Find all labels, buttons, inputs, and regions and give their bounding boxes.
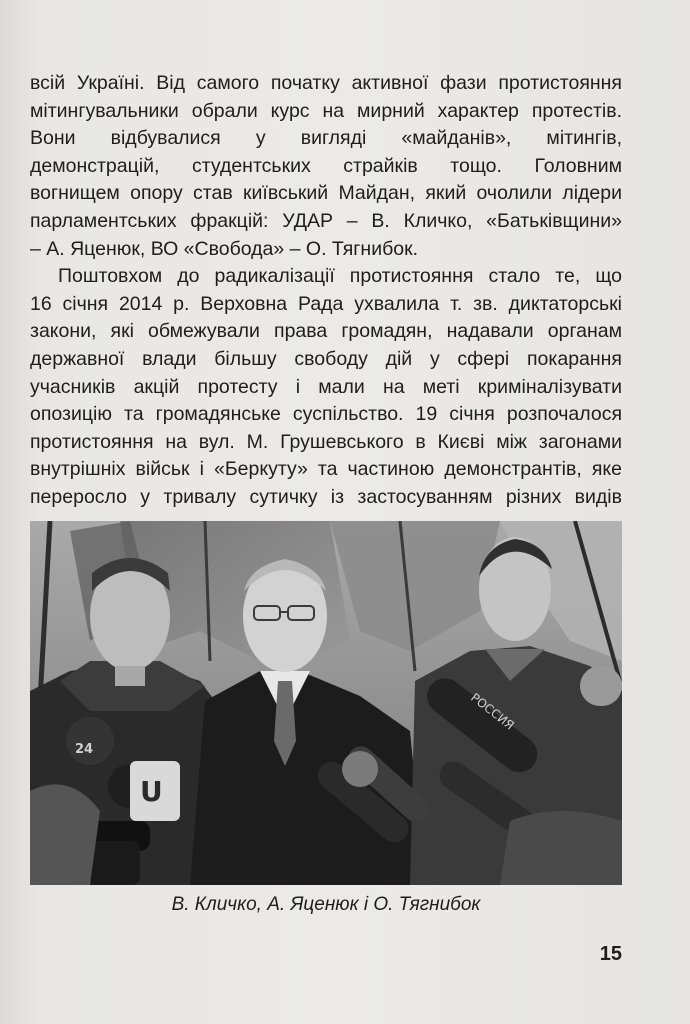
press-conference-photo [30, 521, 622, 885]
mic-label: 24 [75, 742, 94, 757]
text-line: вогнищем опору став київський Майдан, який очолили лідери [30, 182, 622, 205]
text-line: Поштовхом до радикалізації протистояння стало те, що [58, 265, 622, 288]
text-line: 16 січня 2014 р. Верховна Рада ухвалила т. зв. диктаторські [30, 292, 622, 315]
mic-label: U [140, 775, 163, 808]
text-line: протистояння на вул. М. Грушевського в Києві між загонами [30, 430, 622, 453]
photo-caption: В. Кличко, А. Яценюк і О. Тягнибок [171, 894, 481, 915]
text-line: опозицію та громадянське суспільство. 19 січня розпочалося [30, 403, 622, 426]
paragraph-1 [30, 70, 622, 263]
text-line: внутрішніх військ і «Беркуту» та частиною демонстрантів, яке [30, 458, 622, 481]
text-line: переросло у тривалу сутичку із застосуванням різних видів [30, 485, 622, 508]
text-line: учасників акцій протесту і мали на меті криміналізувати [30, 375, 622, 398]
text-line: всій Україні. Від самого початку активної фази протистояння [30, 72, 622, 94]
text-line: – А. Яценюк, ВО «Свобода» – О. Тягнибок. [30, 237, 419, 260]
text-line: закони, які обмежували права громадян, надавали органам [30, 320, 622, 343]
text-line: демонстрацій, студентських страйків тощо. Головним [30, 154, 622, 177]
text-line: мітингувальники обрали курс на мирний характер протестів. [30, 99, 622, 122]
mic-label: РОССИЯ [468, 690, 517, 733]
text-line: державної влади більшу свободу дій у сфері покарання [30, 347, 622, 370]
body-text [30, 70, 622, 512]
text-line: Вони відбувалися у вигляді «майданів», мітингів, [30, 127, 622, 150]
page-number: 15 [599, 943, 622, 965]
photo-illustration [30, 521, 622, 885]
text-line: парламентських фракцій: УДАР – В. Кличко, «Батьківщини» [30, 209, 622, 232]
paragraph-2 [30, 263, 622, 511]
